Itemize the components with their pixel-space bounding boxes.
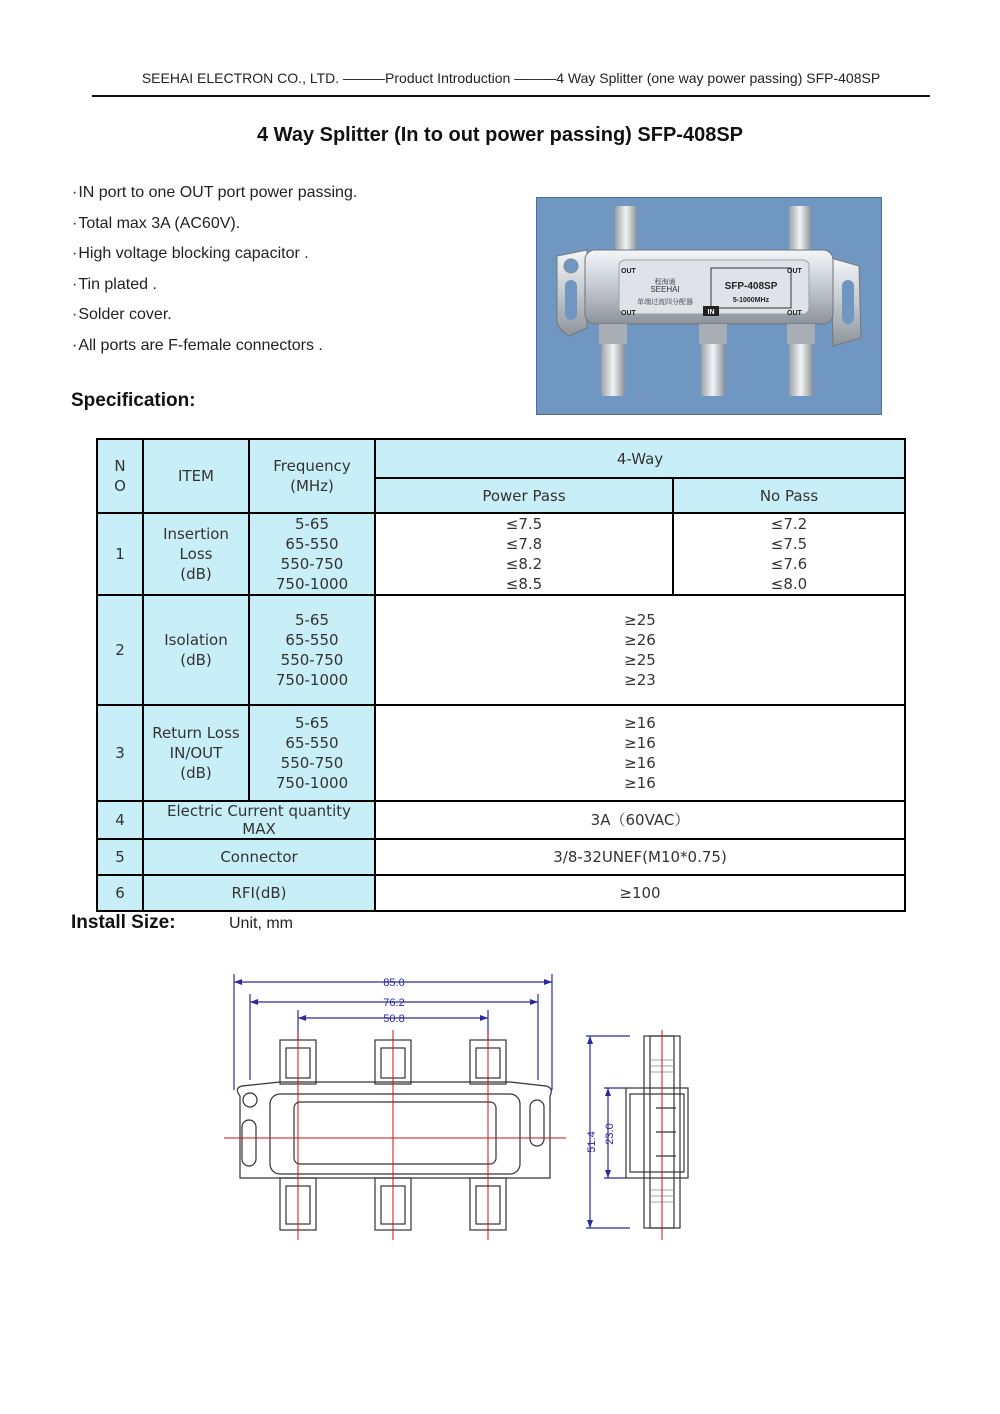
row-value: 3/8-32UNEF(M10*0.75) xyxy=(375,839,905,875)
photo-brand-label: SEEHAI xyxy=(650,285,680,294)
photo-out-label: OUT xyxy=(621,310,636,317)
row-no: 1 xyxy=(97,513,143,595)
photo-out-label: OUT xyxy=(787,310,802,317)
feature-list xyxy=(72,182,357,366)
row-no: 2 xyxy=(97,595,143,705)
feature-item: · Tin plated . xyxy=(72,274,357,305)
table-row xyxy=(97,595,905,705)
row-item: RFI(dB) xyxy=(143,875,375,911)
row-no: 4 xyxy=(97,801,143,839)
dimension-drawing xyxy=(220,970,720,1250)
dim-overall-label: 85.0 xyxy=(383,977,405,989)
col-header-no-pass: No Pass xyxy=(673,478,905,513)
install-unit: Unit, mm xyxy=(229,915,293,932)
spec-title: Specification: xyxy=(71,390,196,411)
dim-body-label: 23.0 xyxy=(604,1123,616,1145)
row-power-pass-value: ≤7.5 ≤7.8 ≤8.2 ≤8.5 xyxy=(375,513,673,595)
table-row xyxy=(97,513,905,595)
row-no-pass-value: ≤7.2 ≤7.5 ≤7.6 ≤8.0 xyxy=(673,513,905,595)
col-header-item: ITEM xyxy=(143,439,249,513)
photo-range-label: 5-1000MHz xyxy=(732,297,770,304)
table-row xyxy=(97,839,905,875)
row-value: ≥16 ≥16 ≥16 ≥16 xyxy=(375,705,905,801)
row-item: Connector xyxy=(143,839,375,875)
product-photo xyxy=(536,197,882,415)
row-value: ≥25 ≥26 ≥25 ≥23 xyxy=(375,595,905,705)
row-item: Isolation (dB) xyxy=(143,595,249,705)
feature-item: · High voltage blocking capacitor . xyxy=(72,243,357,274)
photo-out-label: OUT xyxy=(621,268,636,275)
photo-brand-cn: 程海通 xyxy=(654,278,676,286)
row-no: 5 xyxy=(97,839,143,875)
row-frequency: 5-65 65-550 550-750 750-1000 xyxy=(249,705,375,801)
feature-item: · IN port to one OUT port power passing. xyxy=(72,182,357,213)
row-no: 6 xyxy=(97,875,143,911)
feature-item: · All ports are F-female connectors . xyxy=(72,335,357,366)
splitter-photo-drawing xyxy=(537,198,881,414)
header-rule xyxy=(92,95,930,97)
dim-height-label: 51.4 xyxy=(586,1131,598,1153)
row-frequency: 5-65 65-550 550-750 750-1000 xyxy=(249,595,375,705)
feature-item: · Total max 3A (AC60V). xyxy=(72,213,357,244)
table-header-row xyxy=(97,439,905,478)
row-item: Return Loss IN/OUT (dB) xyxy=(143,705,249,801)
row-no: 3 xyxy=(97,705,143,801)
dim-mount-label: 76.2 xyxy=(383,997,405,1009)
table-row xyxy=(97,705,905,801)
photo-out-label: OUT xyxy=(787,268,802,275)
feature-item: · Solder cover. xyxy=(72,304,357,335)
dim-ports-label: 50.8 xyxy=(383,1013,405,1025)
row-frequency: 5-65 65-550 550-750 750-1000 xyxy=(249,513,375,595)
page-header: SEEHAI ELECTRON CO., LTD. ———Product Introduction ———4 Way Splitter (one way power passing) SFP-408SP xyxy=(141,70,881,86)
spec-table xyxy=(96,438,906,912)
row-item: Electric Current quantity MAX xyxy=(143,801,375,839)
col-header-4way: 4-Way xyxy=(375,439,905,478)
photo-model-label: SFP-408SP xyxy=(724,281,778,292)
table-row xyxy=(97,801,905,839)
photo-in-label: IN xyxy=(707,309,715,316)
install-size-title: Install Size: xyxy=(71,912,176,933)
table-row xyxy=(97,875,905,911)
row-item: Insertion Loss (dB) xyxy=(143,513,249,595)
col-header-no: N O xyxy=(97,439,143,513)
row-value: ≥100 xyxy=(375,875,905,911)
row-value: 3A（60VAC） xyxy=(375,801,905,839)
photo-desc-cn: 单端过流四分配器 xyxy=(637,298,693,306)
col-header-frequency: Frequency (MHz) xyxy=(249,439,375,513)
install-drawing xyxy=(220,970,720,1255)
page-title: 4 Way Splitter (In to out power passing) SFP-408SP xyxy=(257,124,743,146)
col-header-power-pass: Power Pass xyxy=(375,478,673,513)
